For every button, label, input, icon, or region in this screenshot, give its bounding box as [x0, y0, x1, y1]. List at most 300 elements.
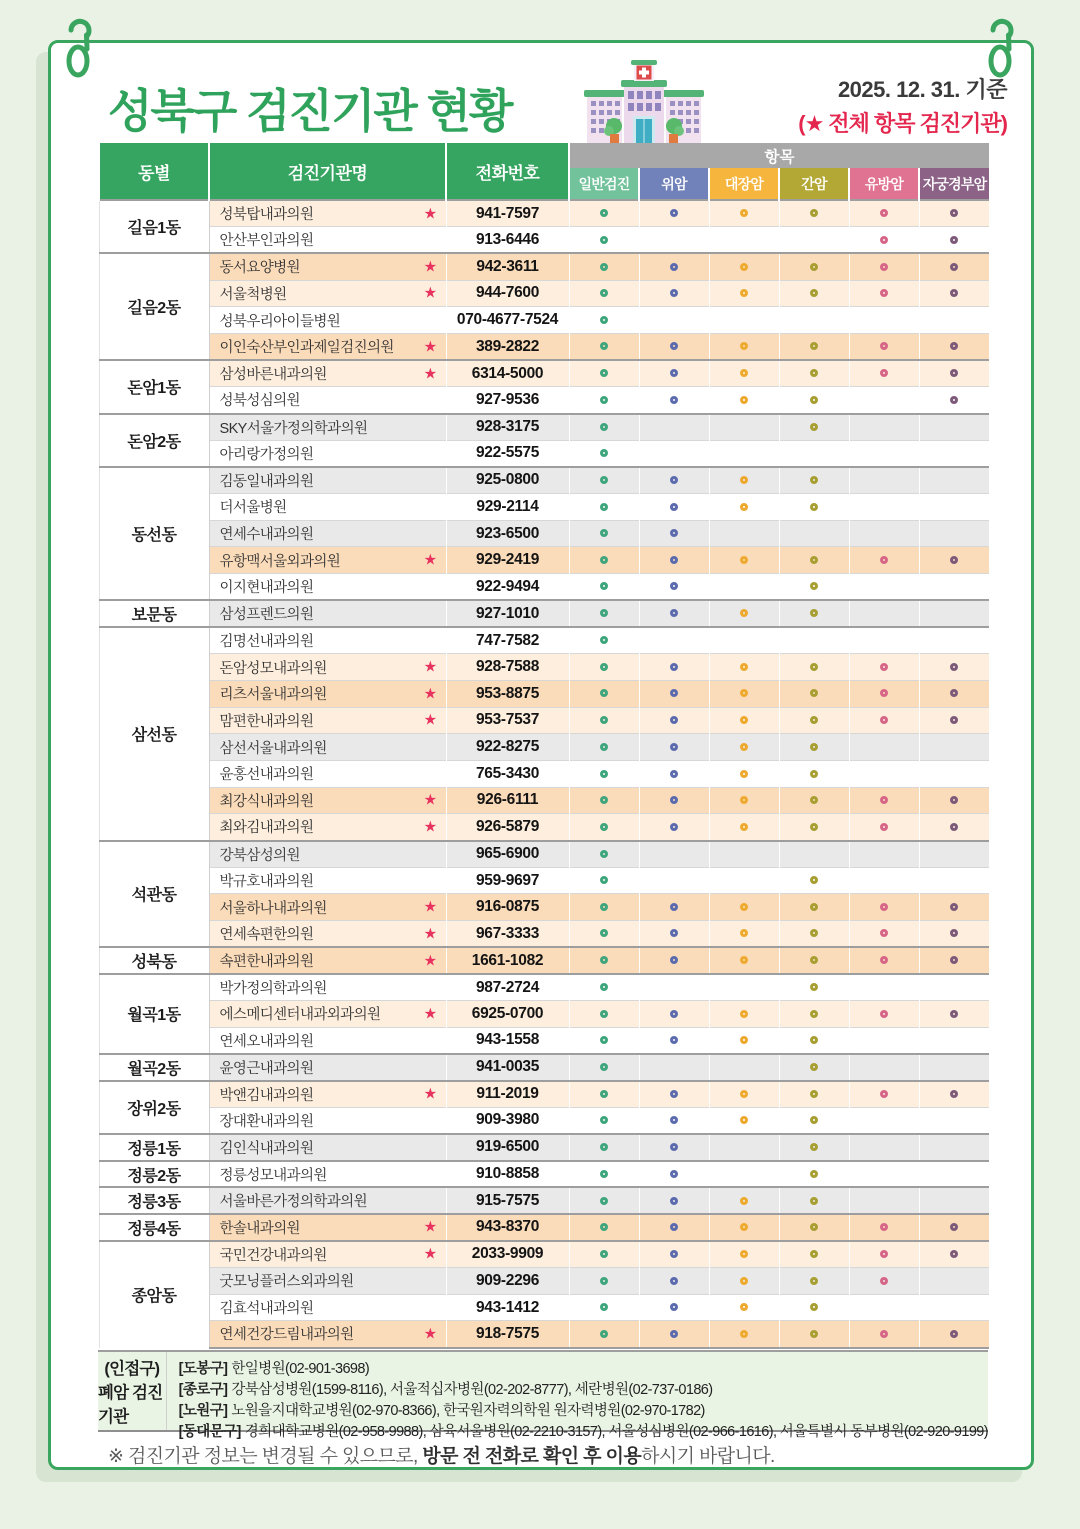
table-row: [99, 440, 989, 467]
covered-circle-icon: [880, 556, 888, 564]
col-header-items-group: 항목: [569, 143, 989, 168]
covered-circle-icon: [600, 1223, 608, 1231]
item-cell-liver: [779, 1241, 849, 1268]
item-cell-colon: [709, 1241, 779, 1268]
item-cell-colon: [709, 494, 779, 521]
item-cell-cervical: [919, 787, 989, 814]
institution-name-cell: 아리랑가정의원: [209, 440, 446, 467]
item-cell-general: [569, 1161, 639, 1188]
table-row: [99, 333, 989, 360]
covered-circle-icon: [670, 1170, 678, 1178]
item-cell-general: [569, 253, 639, 280]
item-cell-cervical: [919, 440, 989, 467]
item-cell-breast: [849, 1187, 919, 1214]
table-row: [99, 1027, 989, 1054]
table-row: [99, 1161, 989, 1188]
institution-name-cell: 연세오내과의원: [209, 1027, 446, 1054]
covered-circle-icon: [600, 1063, 608, 1071]
item-cell-breast: [849, 414, 919, 441]
item-cell-stomach: [639, 1134, 709, 1161]
item-cell-breast: [849, 1321, 919, 1348]
item-cell-general: [569, 1081, 639, 1108]
covered-circle-icon: [950, 236, 958, 244]
covered-circle-icon: [810, 263, 818, 271]
covered-circle-icon: [600, 1277, 608, 1285]
table-row: [99, 734, 989, 761]
item-cell-colon: [709, 307, 779, 334]
item-cell-general: [569, 760, 639, 787]
covered-circle-icon: [600, 1250, 608, 1258]
institution-name-cell: 박가정의학과의원: [209, 974, 446, 1001]
item-cell-colon: [709, 387, 779, 414]
table-row: [99, 467, 989, 494]
institution-name-cell: 김동일내과의원: [209, 467, 446, 494]
full-items-star-icon: ★: [423, 951, 437, 969]
item-cell-stomach: [639, 627, 709, 654]
covered-circle-icon: [740, 689, 748, 697]
item-cell-breast: [849, 734, 919, 761]
institution-name-cell: 윤영근내과의원: [209, 1054, 446, 1081]
item-cell-general: [569, 1241, 639, 1268]
phone-cell: 070-4677-7524: [446, 307, 569, 334]
item-cell-liver: [779, 1134, 849, 1161]
table-row: [99, 1241, 989, 1268]
covered-circle-icon: [670, 1036, 678, 1044]
as-of-date: 2025. 12. 31. 기준: [837, 77, 1007, 102]
covered-circle-icon: [740, 503, 748, 511]
item-cell-colon: [709, 1187, 779, 1214]
covered-circle-icon: [740, 609, 748, 617]
item-cell-breast: [849, 1294, 919, 1321]
item-cell-liver: [779, 894, 849, 921]
item-cell-cervical: [919, 280, 989, 307]
col-header-institution: 검진기관명: [209, 143, 446, 200]
item-cell-colon: [709, 1134, 779, 1161]
full-items-star-icon: ★: [423, 711, 437, 729]
institution-name-cell: 안산부인과의원: [209, 227, 446, 254]
covered-circle-icon: [810, 689, 818, 697]
item-cell-colon: [709, 1054, 779, 1081]
covered-circle-icon: [740, 1277, 748, 1285]
institution-name-cell: 돈암성모내과의원 ★: [209, 654, 446, 681]
district-cell: 종암동: [99, 1241, 209, 1348]
item-cell-stomach: [639, 440, 709, 467]
item-cell-breast: [849, 787, 919, 814]
institution-name-cell: 유항맥서울외과의원 ★: [209, 547, 446, 574]
covered-circle-icon: [670, 1330, 678, 1338]
page-title: 성북구 검진기관 현황: [108, 85, 512, 137]
item-cell-colon: [709, 1081, 779, 1108]
col-header-general-checkup: 일반검진: [569, 168, 639, 200]
phone-cell: 918-7575: [446, 1321, 569, 1348]
table-row: [99, 280, 989, 307]
item-cell-general: [569, 894, 639, 921]
district-cell: 장위2동: [99, 1081, 209, 1134]
item-cell-cervical: [919, 974, 989, 1001]
institution-name-cell: 삼성프렌드의원: [209, 600, 446, 627]
district-cell: 정릉1동: [99, 1134, 209, 1161]
item-cell-breast: [849, 387, 919, 414]
covered-circle-icon: [810, 983, 818, 991]
item-cell-stomach: [639, 974, 709, 1001]
table-row: [99, 814, 989, 841]
covered-circle-icon: [600, 396, 608, 404]
item-cell-breast: [849, 440, 919, 467]
item-cell-general: [569, 814, 639, 841]
item-cell-cervical: [919, 307, 989, 334]
table-row: [99, 841, 989, 868]
covered-circle-icon: [810, 770, 818, 778]
covered-circle-icon: [880, 236, 888, 244]
item-cell-breast: [849, 1107, 919, 1134]
item-cell-stomach: [639, 333, 709, 360]
institution-name-cell: 연세건강드림내과의원 ★: [209, 1321, 446, 1348]
item-cell-colon: [709, 360, 779, 387]
covered-circle-icon: [600, 582, 608, 590]
item-cell-general: [569, 467, 639, 494]
col-header-liver-cancer: 간암: [779, 168, 849, 200]
item-cell-breast: [849, 654, 919, 681]
item-cell-cervical: [919, 814, 989, 841]
item-cell-colon: [709, 867, 779, 894]
item-cell-cervical: [919, 1294, 989, 1321]
item-cell-stomach: [639, 760, 709, 787]
covered-circle-icon: [740, 1036, 748, 1044]
covered-circle-icon: [670, 929, 678, 937]
covered-circle-icon: [740, 396, 748, 404]
full-items-star-icon: ★: [423, 258, 437, 276]
col-header-phone: 전화번호: [446, 143, 569, 200]
covered-circle-icon: [880, 369, 888, 377]
item-cell-general: [569, 1268, 639, 1295]
item-cell-breast: [849, 227, 919, 254]
item-cell-breast: [849, 1241, 919, 1268]
item-cell-liver: [779, 627, 849, 654]
covered-circle-icon: [670, 689, 678, 697]
covered-circle-icon: [670, 1223, 678, 1231]
covered-circle-icon: [950, 956, 958, 964]
item-cell-liver: [779, 440, 849, 467]
covered-circle-icon: [600, 236, 608, 244]
item-cell-stomach: [639, 1294, 709, 1321]
item-cell-general: [569, 1001, 639, 1028]
full-items-star-icon: ★: [423, 924, 437, 942]
item-cell-stomach: [639, 734, 709, 761]
full-items-star-icon: ★: [423, 684, 437, 702]
item-cell-stomach: [639, 360, 709, 387]
adjacent-entries: [167, 1352, 988, 1440]
district-cell: 월곡2동: [99, 1054, 209, 1081]
item-cell-liver: [779, 707, 849, 734]
phone-cell: 1661-1082: [446, 947, 569, 974]
covered-circle-icon: [600, 289, 608, 297]
institution-name-cell: 박앤김내과의원 ★: [209, 1081, 446, 1108]
table-row: [99, 494, 989, 521]
covered-circle-icon: [670, 503, 678, 511]
item-cell-stomach: [639, 707, 709, 734]
item-cell-liver: [779, 1027, 849, 1054]
item-cell-liver: [779, 200, 849, 227]
item-cell-liver: [779, 654, 849, 681]
covered-circle-icon: [670, 476, 678, 484]
item-cell-cervical: [919, 1054, 989, 1081]
covered-circle-icon: [600, 636, 608, 644]
phone-cell: 913-6446: [446, 227, 569, 254]
covered-circle-icon: [880, 663, 888, 671]
item-cell-breast: [849, 494, 919, 521]
item-cell-colon: [709, 974, 779, 1001]
phone-cell: 909-2296: [446, 1268, 569, 1295]
item-cell-stomach: [639, 253, 709, 280]
item-cell-liver: [779, 680, 849, 707]
covered-circle-icon: [950, 1010, 958, 1018]
item-cell-general: [569, 333, 639, 360]
phone-cell: 927-9536: [446, 387, 569, 414]
covered-circle-icon: [600, 1170, 608, 1178]
item-cell-stomach: [639, 1214, 709, 1241]
table-row: [99, 547, 989, 574]
covered-circle-icon: [600, 689, 608, 697]
item-cell-colon: [709, 1027, 779, 1054]
covered-circle-icon: [740, 903, 748, 911]
covered-circle-icon: [950, 663, 958, 671]
item-cell-general: [569, 200, 639, 227]
item-cell-general: [569, 1107, 639, 1134]
item-cell-liver: [779, 467, 849, 494]
item-cell-cervical: [919, 253, 989, 280]
table-row: [99, 894, 989, 921]
covered-circle-icon: [600, 209, 608, 217]
institution-name-cell: 더서울병원: [209, 494, 446, 521]
full-items-star-icon: ★: [423, 818, 437, 836]
covered-circle-icon: [810, 289, 818, 297]
item-cell-general: [569, 1134, 639, 1161]
phone-cell: 747-7582: [446, 627, 569, 654]
covered-circle-icon: [950, 1090, 958, 1098]
table-row: [99, 1214, 989, 1241]
phone-cell: 922-8275: [446, 734, 569, 761]
phone-cell: 953-7537: [446, 707, 569, 734]
full-items-star-icon: ★: [423, 1218, 437, 1236]
covered-circle-icon: [600, 342, 608, 350]
institution-name-cell: 정릉성모내과의원: [209, 1161, 446, 1188]
institution-name-cell: 최강식내과의원 ★: [209, 787, 446, 814]
col-header-colon-cancer: 대장암: [709, 168, 779, 200]
covered-circle-icon: [740, 770, 748, 778]
item-cell-colon: [709, 227, 779, 254]
covered-circle-icon: [600, 929, 608, 937]
covered-circle-icon: [950, 263, 958, 271]
item-cell-stomach: [639, 1187, 709, 1214]
institution-name-cell: 리츠서울내과의원 ★: [209, 680, 446, 707]
covered-circle-icon: [740, 1090, 748, 1098]
item-cell-liver: [779, 574, 849, 601]
full-items-star-icon: ★: [423, 284, 437, 302]
district-cell: 길음2동: [99, 253, 209, 360]
institution-name-cell: 장대환내과의원: [209, 1107, 446, 1134]
col-header-breast-cancer: 유방암: [849, 168, 919, 200]
covered-circle-icon: [600, 1036, 608, 1044]
covered-circle-icon: [670, 369, 678, 377]
table-row: [99, 227, 989, 254]
covered-circle-icon: [670, 1010, 678, 1018]
covered-circle-icon: [670, 209, 678, 217]
item-cell-liver: [779, 841, 849, 868]
phone-cell: 929-2114: [446, 494, 569, 521]
item-cell-colon: [709, 1294, 779, 1321]
covered-circle-icon: [950, 556, 958, 564]
table-row: [99, 1081, 989, 1108]
item-cell-stomach: [639, 654, 709, 681]
covered-circle-icon: [810, 823, 818, 831]
star-legend: (★ 전체 항목 검진기관): [798, 111, 1007, 136]
item-cell-stomach: [639, 1241, 709, 1268]
institution-name-cell: 성북탑내과의원 ★: [209, 200, 446, 227]
covered-circle-icon: [600, 1330, 608, 1338]
covered-circle-icon: [740, 1223, 748, 1231]
item-cell-colon: [709, 654, 779, 681]
full-items-star-icon: ★: [423, 204, 437, 222]
item-cell-colon: [709, 921, 779, 948]
full-items-star-icon: ★: [423, 791, 437, 809]
covered-circle-icon: [670, 1277, 678, 1285]
item-cell-colon: [709, 760, 779, 787]
item-cell-cervical: [919, 680, 989, 707]
covered-circle-icon: [810, 582, 818, 590]
item-cell-liver: [779, 734, 849, 761]
table-row: [99, 520, 989, 547]
item-cell-stomach: [639, 841, 709, 868]
item-cell-colon: [709, 1268, 779, 1295]
table-row: [99, 574, 989, 601]
district-cell: 보문동: [99, 600, 209, 627]
item-cell-general: [569, 680, 639, 707]
covered-circle-icon: [670, 529, 678, 537]
district-cell: 삼선동: [99, 627, 209, 841]
district-cell: 정릉2동: [99, 1161, 209, 1188]
phone-cell: 944-7600: [446, 280, 569, 307]
adjacent-gu-lung-cancer-section: [98, 1350, 988, 1440]
item-cell-stomach: [639, 227, 709, 254]
phone-cell: 922-9494: [446, 574, 569, 601]
item-cell-liver: [779, 867, 849, 894]
item-cell-cervical: [919, 841, 989, 868]
item-cell-liver: [779, 760, 849, 787]
item-cell-stomach: [639, 1027, 709, 1054]
table-row: [99, 307, 989, 334]
item-cell-breast: [849, 520, 919, 547]
hospital-icon: [581, 59, 707, 151]
covered-circle-icon: [810, 556, 818, 564]
covered-circle-icon: [670, 823, 678, 831]
col-header-district: 동별: [99, 143, 209, 200]
district-cell: 돈암2동: [99, 414, 209, 467]
item-cell-cervical: [919, 947, 989, 974]
item-cell-stomach: [639, 1001, 709, 1028]
item-cell-colon: [709, 253, 779, 280]
covered-circle-icon: [950, 1330, 958, 1338]
institution-name-cell: 동서요양병원 ★: [209, 253, 446, 280]
covered-circle-icon: [880, 1010, 888, 1018]
covered-circle-icon: [810, 1090, 818, 1098]
covered-circle-icon: [670, 582, 678, 590]
item-cell-stomach: [639, 467, 709, 494]
covered-circle-icon: [600, 1303, 608, 1311]
item-cell-general: [569, 280, 639, 307]
phone-cell: 926-5879: [446, 814, 569, 841]
covered-circle-icon: [950, 289, 958, 297]
col-header-cervical-cancer: 자궁경부암: [919, 168, 989, 200]
phone-cell: 2033-9909: [446, 1241, 569, 1268]
covered-circle-icon: [880, 342, 888, 350]
item-cell-cervical: [919, 921, 989, 948]
item-cell-liver: [779, 814, 849, 841]
institution-name-cell: 성북성심의원: [209, 387, 446, 414]
covered-circle-icon: [670, 289, 678, 297]
covered-circle-icon: [600, 1197, 608, 1205]
item-cell-breast: [849, 1268, 919, 1295]
table-row: [99, 387, 989, 414]
covered-circle-icon: [670, 716, 678, 724]
covered-circle-icon: [810, 396, 818, 404]
institution-name-cell: 서울척병원 ★: [209, 280, 446, 307]
covered-circle-icon: [880, 823, 888, 831]
item-cell-colon: [709, 947, 779, 974]
item-cell-stomach: [639, 520, 709, 547]
item-cell-cervical: [919, 1001, 989, 1028]
covered-circle-icon: [670, 663, 678, 671]
item-cell-liver: [779, 787, 849, 814]
institution-name-cell: 김인식내과의원: [209, 1134, 446, 1161]
item-cell-breast: [849, 841, 919, 868]
adjacent-entry-dongdaemun: [동대문구] 경희대학교병원(02-958-9988), 삼육서울병원(02-2210-3157), 서울성심병원(02-966-1616), 서울특별시 동부병원(02-920-9199): [178, 1424, 988, 1440]
covered-circle-icon: [810, 876, 818, 884]
item-cell-stomach: [639, 574, 709, 601]
covered-circle-icon: [600, 823, 608, 831]
covered-circle-icon: [740, 263, 748, 271]
item-cell-cervical: [919, 1134, 989, 1161]
item-cell-cervical: [919, 1107, 989, 1134]
item-cell-breast: [849, 467, 919, 494]
item-cell-breast: [849, 680, 919, 707]
covered-circle-icon: [740, 476, 748, 484]
item-cell-colon: [709, 200, 779, 227]
covered-circle-icon: [740, 663, 748, 671]
item-cell-general: [569, 1054, 639, 1081]
item-cell-general: [569, 1187, 639, 1214]
covered-circle-icon: [600, 503, 608, 511]
covered-circle-icon: [670, 342, 678, 350]
item-cell-stomach: [639, 680, 709, 707]
covered-circle-icon: [810, 1010, 818, 1018]
phone-cell: 6314-5000: [446, 360, 569, 387]
covered-circle-icon: [880, 903, 888, 911]
item-cell-breast: [849, 1027, 919, 1054]
full-items-star-icon: ★: [423, 1245, 437, 1263]
covered-circle-icon: [810, 1223, 818, 1231]
covered-circle-icon: [600, 983, 608, 991]
covered-circle-icon: [810, 503, 818, 511]
institution-name-cell: 삼선서울내과의원: [209, 734, 446, 761]
item-cell-colon: [709, 1214, 779, 1241]
covered-circle-icon: [600, 903, 608, 911]
item-cell-colon: [709, 440, 779, 467]
item-cell-cervical: [919, 547, 989, 574]
institution-name-cell: 김명선내과의원: [209, 627, 446, 654]
item-cell-colon: [709, 680, 779, 707]
covered-circle-icon: [880, 956, 888, 964]
phone-cell: 910-8858: [446, 1161, 569, 1188]
